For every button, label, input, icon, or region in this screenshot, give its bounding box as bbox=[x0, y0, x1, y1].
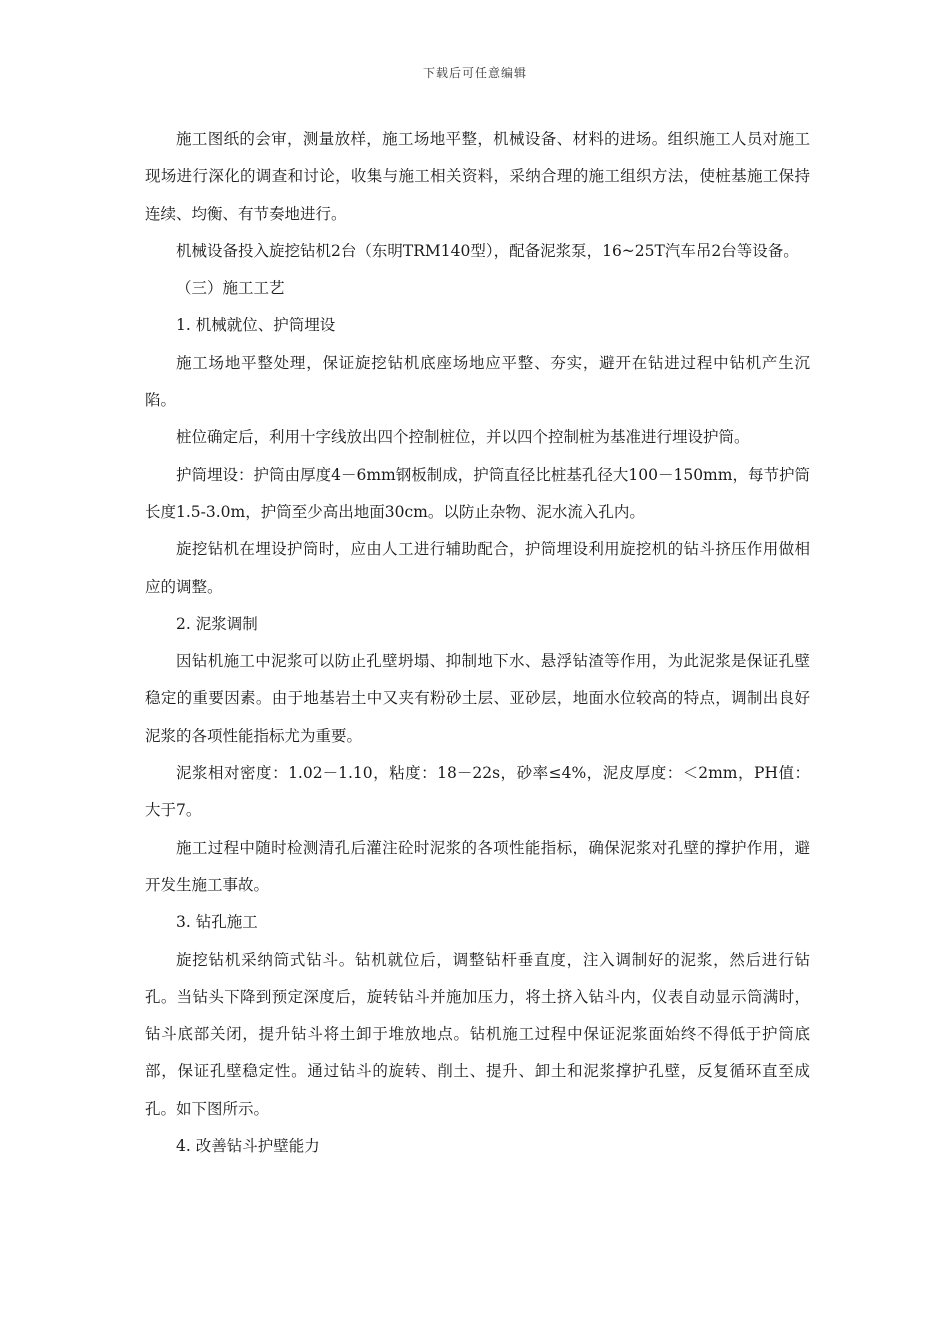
paragraph: 护筒埋设：护筒由厚度4－6mm钢板制成，护筒直径比桩基孔径大100－150mm，每节护筒长度1.5-3.0m，护筒至少高出地面30cm。以防止杂物、泥水流入孔内。 bbox=[145, 465, 810, 521]
paragraph: 旋挖钻机采纳筒式钻斗。钻机就位后，调整钻杆垂直度，注入调制好的泥浆，然后进行钻孔。当钻头下降到预定深度后，旋转钻斗并施加压力，将土挤入钻斗内，仪表自动显示筒满时，钻斗底部关闭，提升钻斗将土卸于堆放地点。钻机施工过程中保证泥浆面始终不得低于护筒底部，保证孔壁稳定性。通过钻斗的旋转、削土、提升、卸土和泥浆撑护孔壁，反复循环直至成孔。如下图所示。 bbox=[145, 950, 810, 1118]
page-header: 下载后可任意编辑 bbox=[422, 66, 527, 80]
subsection-heading: 4. 改善钻斗护壁能力 bbox=[176, 1137, 320, 1156]
subsection-heading: 3. 钻孔施工 bbox=[176, 913, 258, 932]
paragraph: 泥浆相对密度：1.02－1.10，粘度：18－22s，砂率≤4%，泥皮厚度：＜2mm，PH值：大于7。 bbox=[145, 764, 810, 820]
paragraph: 桩位确定后，利用十字线放出四个控制桩位，并以四个控制桩为基准进行埋设护筒。 bbox=[176, 428, 750, 447]
subsection-heading: 1. 机械就位、护筒埋设 bbox=[176, 316, 336, 335]
paragraph: 机械设备投入旋挖钻机2台（东明TRM140型），配备泥浆泵，16~25T汽车吊2台等设备。 bbox=[176, 241, 799, 260]
paragraph: 施工过程中随时检测清孔后灌注砼时泥浆的各项性能指标，确保泥浆对孔壁的撑护作用，避开发生施工事故。 bbox=[145, 838, 810, 894]
paragraph: 因钻机施工中泥浆可以防止孔壁坍塌、抑制地下水、悬浮钻渣等作用，为此泥浆是保证孔壁稳定的重要因素。由于地基岩土中又夹有粉砂土层、亚砂层，地面水位较高的特点，调制出良好泥浆的各项性能指标尤为重要。 bbox=[145, 652, 810, 745]
document-body bbox=[145, 121, 810, 1165]
section-heading: （三）施工工艺 bbox=[176, 279, 285, 298]
paragraph: 旋挖钻机在埋设护筒时，应由人工进行辅助配合，护筒埋设利用旋挖机的钻斗挤压作用做相应的调整。 bbox=[145, 540, 810, 596]
paragraph: 施工场地平整处理，保证旋挖钻机底座场地应平整、夯实，避开在钻进过程中钻机产生沉陷。 bbox=[145, 353, 810, 410]
paragraph: 施工图纸的会审，测量放样，施工场地平整，机械设备、材料的进场。组织施工人员对施工现场进行深化的调查和讨论，收集与施工相关资料，采纳合理的施工组织方法，使桩基施工保持连续、均衡、有节奏地进行。 bbox=[145, 130, 810, 223]
subsection-heading: 2. 泥浆调制 bbox=[176, 614, 258, 633]
